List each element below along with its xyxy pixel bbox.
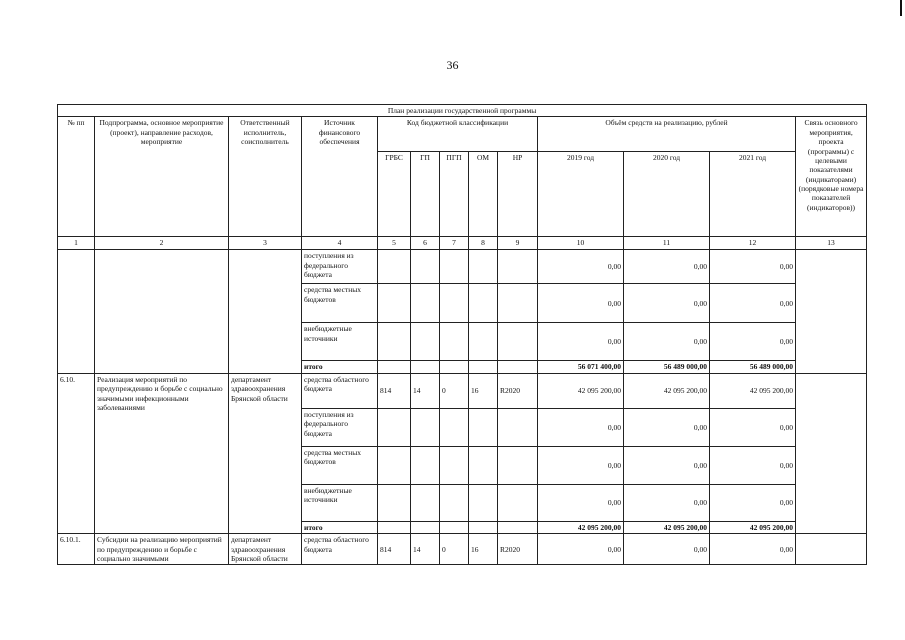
col-number: 5	[378, 237, 411, 250]
table-title-row	[58, 105, 867, 117]
amount-2019: 0,00	[538, 534, 624, 565]
amount-2021: 0,00	[710, 250, 796, 284]
row-program: Реализация мероприятий по предупреждению и борьбе с социально значимыми инфекционными заболеваниями	[95, 373, 229, 533]
header-executor: Ответственный исполнитель, соисполнитель	[229, 117, 302, 237]
col-number: 2	[95, 237, 229, 250]
col-number: 6	[411, 237, 440, 250]
row-num: 6.10.	[58, 373, 95, 533]
amount-2019: 0,00	[538, 484, 624, 521]
source-cell: средства местных бюджетов	[302, 284, 378, 323]
amount-2020: 0,00	[624, 408, 710, 446]
link-cell	[796, 534, 867, 565]
source-cell: внебюджетные источники	[302, 323, 378, 361]
amount-2020: 42 095 200,00	[624, 373, 710, 408]
table-row	[58, 534, 867, 565]
source-cell: средства областного бюджета	[302, 373, 378, 408]
header-2019: 2019 год	[538, 152, 624, 237]
header-2020: 2020 год	[624, 152, 710, 237]
row-num	[58, 250, 95, 373]
header-source: Источник финансового обеспечения	[302, 117, 378, 237]
pgp-cell: 0	[440, 534, 469, 565]
header-np: НР	[498, 152, 538, 237]
row-num: 6.10.1.	[58, 534, 95, 565]
source-cell: средства местных бюджетов	[302, 446, 378, 484]
amount-2019: 42 095 200,00	[538, 373, 624, 408]
amount-2020: 0,00	[624, 284, 710, 323]
table-row	[58, 250, 867, 284]
link-cell	[796, 373, 867, 533]
program-plan-table	[57, 104, 867, 565]
total-2020: 42 095 200,00	[624, 521, 710, 533]
amount-2020: 0,00	[624, 534, 710, 565]
col-number: 3	[229, 237, 302, 250]
amount-2019: 0,00	[538, 408, 624, 446]
header-row	[58, 117, 867, 152]
total-2019: 56 071 400,00	[538, 361, 624, 373]
source-cell: поступления из федерального бюджета	[302, 408, 378, 446]
amount-2019: 0,00	[538, 250, 624, 284]
total-2020: 56 489 000,00	[624, 361, 710, 373]
amount-2021: 0,00	[710, 484, 796, 521]
col-number: 7	[440, 237, 469, 250]
source-cell: средства областного бюджета	[302, 534, 378, 565]
header-num: № пп	[58, 117, 95, 237]
col-number: 9	[498, 237, 538, 250]
header-pgp: ПГП	[440, 152, 469, 237]
col-number: 11	[624, 237, 710, 250]
row-executor	[229, 250, 302, 373]
col-number: 1	[58, 237, 95, 250]
amount-2021: 0,00	[710, 323, 796, 361]
header-om: ОМ	[469, 152, 498, 237]
grbs-cell: 814	[378, 373, 411, 408]
amount-2021: 42 095 200,00	[710, 373, 796, 408]
column-number-row	[58, 237, 867, 250]
amount-2020: 0,00	[624, 250, 710, 284]
row-program: Субсидии на реализацию мероприятий по предупреждению и борьбе с социально значимыми	[95, 534, 229, 565]
amount-2021: 0,00	[710, 534, 796, 565]
np-cell: R2020	[498, 373, 538, 408]
col-number: 10	[538, 237, 624, 250]
amount-2019: 0,00	[538, 284, 624, 323]
link-cell	[796, 250, 867, 373]
total-2021: 56 489 000,00	[710, 361, 796, 373]
total-label: итого	[302, 521, 378, 533]
row-executor: департамент здравоохранения Брянской области	[229, 373, 302, 533]
col-number: 13	[796, 237, 867, 250]
table-title: План реализации государственной программы	[58, 105, 867, 117]
source-cell: поступления из федерального бюджета	[302, 250, 378, 284]
col-number: 4	[302, 237, 378, 250]
amount-2020: 0,00	[624, 323, 710, 361]
row-program	[95, 250, 229, 373]
header-2021: 2021 год	[710, 152, 796, 237]
total-2019: 42 095 200,00	[538, 521, 624, 533]
amount-2021: 0,00	[710, 408, 796, 446]
amount-2020: 0,00	[624, 484, 710, 521]
om-cell: 16	[469, 373, 498, 408]
header-program: Подпрограмма, основное мероприятие (проект), направление расходов, мероприятие	[95, 117, 229, 237]
col-number: 12	[710, 237, 796, 250]
total-label: итого	[302, 361, 378, 373]
amount-2021: 0,00	[710, 284, 796, 323]
header-gp: ГП	[411, 152, 440, 237]
gp-cell: 14	[411, 534, 440, 565]
amount-2020: 0,00	[624, 446, 710, 484]
pgp-cell: 0	[440, 373, 469, 408]
header-kbk: Код бюджетной классификации	[378, 117, 538, 152]
np-cell: R2020	[498, 534, 538, 565]
header-grbs: ГРБС	[378, 152, 411, 237]
col-number: 8	[469, 237, 498, 250]
gp-cell: 14	[411, 373, 440, 408]
amount-2019: 0,00	[538, 446, 624, 484]
header-link: Связь основного мероприятия, проекта (программы) с целевыми показателями (индикаторами) (порядковые номера показателей (индикаторов))	[796, 117, 867, 237]
source-cell: внебюджетные источники	[302, 484, 378, 521]
table-row	[58, 373, 867, 408]
amount-2019: 0,00	[538, 323, 624, 361]
grbs-cell: 814	[378, 534, 411, 565]
edge-mark	[900, 0, 902, 16]
header-volume: Объём средств на реализацию, рублей	[538, 117, 796, 152]
om-cell: 16	[469, 534, 498, 565]
total-2021: 42 095 200,00	[710, 521, 796, 533]
row-executor: департамент здравоохранения Брянской области	[229, 534, 302, 565]
amount-2021: 0,00	[710, 446, 796, 484]
page-number: 36	[446, 58, 459, 72]
